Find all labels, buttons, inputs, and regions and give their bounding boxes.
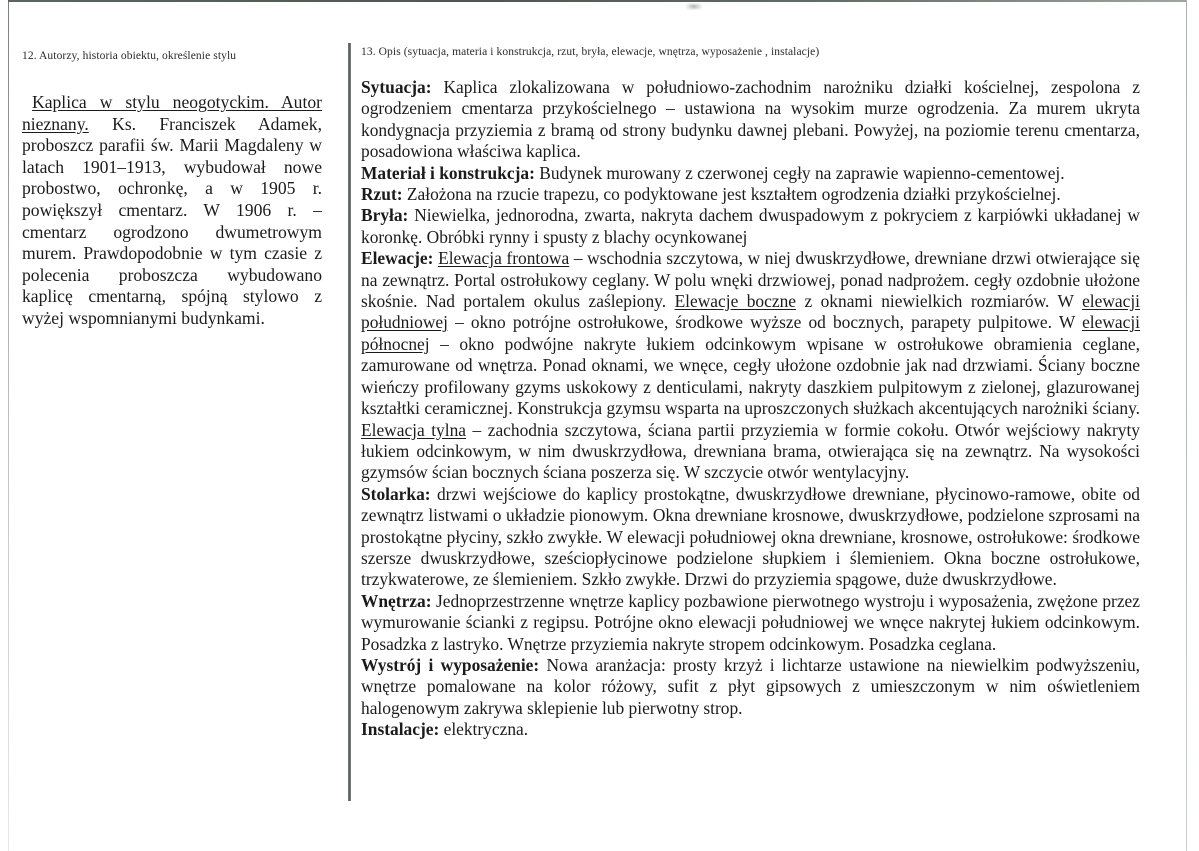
section-elewacje-front-text: – wschodnia szczytowa, w niej dwuskrzydłowe, drewniane drzwi otwierające się na zewnątrz. Portal ostrołukowy ceglany. W polu wnęki drzwiowej, ponad nadprożem. cegły ozdobnie ułożone skośnie. Nad portalem okulus zaślepiony. [361,248,1140,312]
section-elewacje-side-subheading: Elewacje boczne [674,291,796,312]
field-12-header: 12. Autorzy, historia obiektu, określenie stylu [22,50,237,62]
field-12-style-heading: Kaplica w stylu neogotyckim. Autor nieznany. [22,92,322,134]
section-material-label: Materiał i konstrukcja: [361,162,535,183]
section-rzut-text: Założona na rzucie trapezu, co podyktowane jest kształtem ogrodzenia działki przykościelnej. [402,184,1061,205]
field-13-body [352,77,1140,741]
section-stolarka [361,484,1140,591]
section-sytuacja-label: Sytuacja: [361,77,432,97]
section-instalacje-text: elektryczna. [439,719,529,740]
page-right-edge-artifact [1186,0,1187,851]
section-elewacje-north-subheading: elewacji północnej [361,312,1140,354]
column-field-13 [352,46,1142,741]
section-rzut [361,184,1140,205]
section-instalacje-label: Instalacje: [361,719,440,740]
section-stolarka-label: Stolarka: [361,483,431,504]
column-field-12 [22,50,330,330]
section-wnetrza [361,591,1140,655]
page-left-edge-artifact [8,0,9,851]
field-12-body [22,92,322,330]
section-elewacje-south-subheading: elewacji południowej [361,291,1140,333]
section-rzut-label: Rzut: [361,184,403,205]
section-elewacje [361,248,1140,483]
section-bryla-text: Niewielka, jednorodna, zwarta, nakryta dachem dwuspadowym z pokryciem z karpiówki układanej w koronkę. Obróbki rynny i spusty z blachy ocynkowanej [361,205,1140,247]
column-divider [348,43,351,801]
field-12-cemetery-text: W 1906 r. – cmentarz ogrodzono dwumetrowym murem. Prawdopodobnie w tym czasie z polecenia proboszcza wybudowano kaplicę cmentarną, spójną stylowo z wyżej wspomnianymi budynkami. [22,199,322,328]
section-elewacje-rear-subheading: Elewacja tylna [361,419,467,440]
section-wystroj-label: Wystrój i wyposażenie: [361,654,540,675]
section-sytuacja [361,77,1140,163]
section-elewacje-rear-text: – zachodnia szczytowa, ściana partii przyziemia w formie cokołu. Otwór wejściowy nakryty łukiem odcinkowym, w nim dwuskrzydłowa, drewniana brama, otwierająca się na zewnątrz. Na wysokości gzymsów ścian bocznych ściana poszerza się. W szczycie otwór wentylacyjny. [361,419,1141,483]
section-bryla-label: Bryła: [361,205,409,226]
section-wystroj-text: Nowa aranżacja: prosty krzyż i lichtarze ustawione na niewielkim podwyższeniu, wnętrze pomalowane na kolor różowy, sufit z płyt gipsowych z umieszczonym w nim oświetleniem halogenowym zakrywa sklepienie lub pierwotny strop. [361,654,1140,718]
section-wystroj [361,655,1140,719]
section-wnetrza-label: Wnętrza: [361,590,432,611]
section-stolarka-text: drzwi wejściowe do kaplicy prostokątne, dwuskrzydłowe drewniane, płycinowo-ramowe, obite od zewnątrz listwami o układzie pionowym. Okna drewniane krosnowe, dwuskrzydłowe, podzielone szprosami na prostokątne płyciny, szkło zwykłe. W elewacji południowej okna drewniane, krosnowe, ostrołukowe: środkowe szersze dwuskrzydłowe, sześciopłycinowe podzielone słupkiem i ślemieniem. Okna boczne ostrołukowe, trzykwaterowe, ze ślemieniem. Szkło zwykłe. Drzwi do przyziemia spągowe, duże dwuskrzydłowe. [361,483,1140,590]
section-material-text: Budynek murowany z czerwonej cegły na zaprawie wapienno-cementowej. [534,162,1065,183]
section-sytuacja-text: Kaplica zlokalizowana w południowo-zachodnim narożniku działki kościelnej, zespolona z ogrodzeniem cmentarza przykościelnego – ustawiona na wysokim murze ogrodzenia. Za murem ukryta kondygnacja przyziemia z bramą od strony budynku dawnej plebani. Powyżej, na poziomie terenu cmentarza, posadowiona właściwa kaplica. [361,77,1140,162]
section-elewacje-north-text: – okno podwójne nakryte łukiem odcinkowym wpisane w ostrołukowe obramienia ceglane, zamurowane od wnętrza. Ponad oknami, we wnęce, cegły ułożone ozdobnie jak nad drzwiami. Ściany boczne wieńczy profilowany gzyms uskokowy z denticulami, nakryty daszkiem pulpitowym z zielonej, glazurowanej kształtki ceramicznej. Konstrukcja gzymsu wsparta na uproszczonych służkach akcentujących narożniki ściany. [361,333,1140,419]
scan-smudge-artifact [686,3,702,10]
field-12-history-text: Ks. Franciszek Adamek, proboszcz parafii św. Marii Magdaleny w latach 1901–1913, wybudował nowe probostwo, ochronkę, a w 1905 r. powiększył cmentarz. [22,113,322,220]
section-wnetrza-text: Jednoprzestrzenne wnętrze kaplicy pozbawione pierwotnego wystroju i wyposażenia, zwężone przez wymurowanie ścianki z regipsu. Potrójne okno elewacji południowej we wnęce nakrytej łukiem odcinkowym. Posadzka z lastryko. Wnętrze przyziemia nakryte stropem odcinkowym. Posadzka ceglana. [361,590,1140,654]
section-elewacje-side-text: z oknami niewielkich rozmiarów. W [795,291,1083,312]
field-13-header: 13. Opis (sytuacja, materia i konstrukcja, rzut, bryła, elewacje, wnętrza, wyposażenie , instalacje) [361,46,820,58]
section-elewacje-south-text: – okno potrójne ostrołukowe, środkowe wyższe od bocznych, parapety pulpitowe. W [447,312,1083,333]
section-bryla [361,205,1140,248]
section-elewacje-front-subheading: Elewacja frontowa [438,248,570,269]
section-elewacje-label: Elewacje: [361,248,434,269]
section-material [361,163,1140,184]
page-top-edge-artifact [8,0,1186,2]
section-instalacje [361,719,1140,740]
